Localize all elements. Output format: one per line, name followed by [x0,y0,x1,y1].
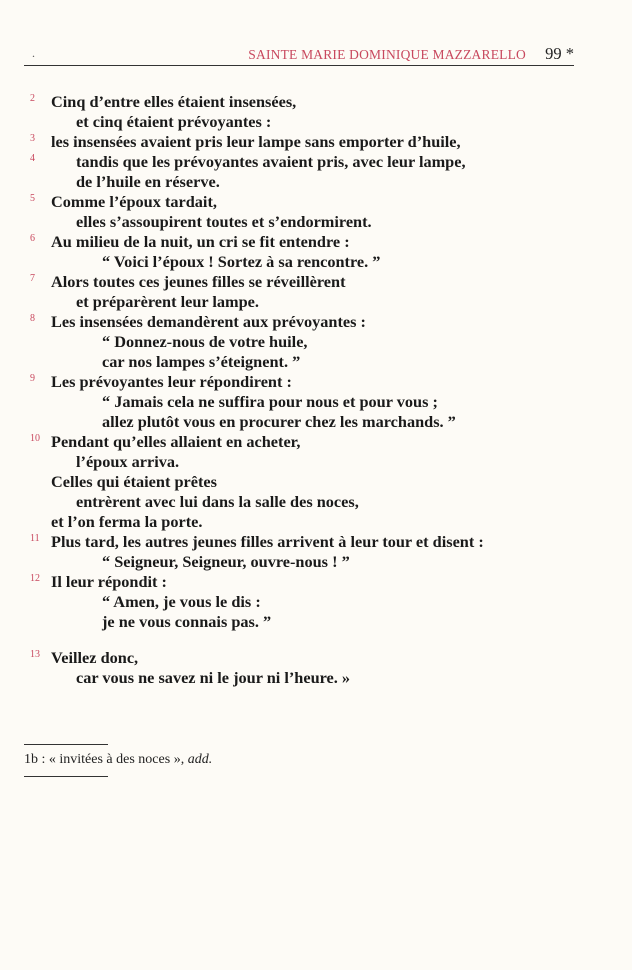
page-number: 99 * [545,44,574,63]
verse-line [0,532,632,552]
verse-number: 10 [30,433,40,444]
header-rule [24,65,574,66]
footnote-rule-top [24,744,108,745]
verse-line [0,132,632,152]
verse-text: et l’on ferma la porte. [51,512,203,531]
footnote-text: « invitées à des noces », [48,752,185,767]
verse-text: Au milieu de la nuit, un cri se fit entendre : [51,232,350,251]
verse-text: Alors toutes ces jeunes filles se réveillèrent [51,272,346,291]
verse-text: “ Seigneur, Seigneur, ouvre-nous ! ” [102,552,350,571]
verse-text: elles s’assoupirent toutes et s’endormirent. [76,212,372,231]
verse-line [0,452,632,472]
verse-line [0,572,632,592]
footnote [24,752,212,768]
verse-text: Cinq d’entre elles étaient insensées, [51,92,297,111]
verse-line [0,232,632,252]
verse-line [0,292,632,312]
scripture-text [0,92,632,688]
verse-number: 8 [30,313,35,324]
verse-line [0,152,632,172]
verse-number: 9 [30,373,35,384]
verse-line [0,372,632,392]
verse-number: 4 [30,153,35,164]
verse-line [0,668,632,688]
verse-text: Pendant qu’elles allaient en acheter, [51,432,301,451]
verse-line [0,592,632,612]
verse-line [0,252,632,272]
verse-line [0,352,632,372]
verse-text: Veillez donc, [51,648,139,667]
verse-line [0,432,632,452]
stanza-gap [0,632,632,648]
verse-line [0,492,632,512]
verse-text: Il leur répondit : [51,572,167,591]
verse-line [0,272,632,292]
verse-line [0,552,632,572]
verse-line [0,512,632,532]
verse-text: car nos lampes s’éteignent. ” [102,352,301,371]
verse-line [0,472,632,492]
verse-text: Les prévoyantes leur répondirent : [51,372,292,391]
footnote-rule-bottom [24,776,108,777]
verse-text: Plus tard, les autres jeunes filles arrivent à leur tour et disent : [51,532,484,551]
verse-line [0,192,632,212]
verse-text: l’époux arriva. [76,452,180,471]
verse-text: Celles qui étaient prêtes [51,472,217,491]
verse-number: 5 [30,193,35,204]
verse-text: et préparèrent leur lampe. [76,292,259,311]
verse-text: entrèrent avec lui dans la salle des noces, [76,492,359,511]
verse-text: tandis que les prévoyantes avaient pris, avec leur lampe, [76,152,466,171]
verse-text: et cinq étaient prévoyantes : [76,112,272,131]
verse-text: “ Amen, je vous le dis : [102,592,261,611]
verse-line [0,392,632,412]
running-header [24,44,574,66]
verse-number: 3 [30,133,35,144]
verse-line [0,312,632,332]
verse-line [0,112,632,132]
verse-line [0,172,632,192]
verse-text: allez plutôt vous en procurer chez les marchands. ” [102,412,456,431]
verse-number: 13 [30,649,40,660]
verse-text: car vous ne savez ni le jour ni l’heure. » [76,668,351,687]
verse-line [0,332,632,352]
verse-text: Comme l’époux tardait, [51,192,217,211]
verse-text: de l’huile en réserve. [76,172,220,191]
verse-text: “ Voici l’époux ! Sortez à sa rencontre. ” [102,252,381,271]
footnote-note: add. [187,752,213,767]
verse-number: 2 [30,93,35,104]
verse-line [0,412,632,432]
verse-line [0,612,632,632]
verse-text: les insensées avaient pris leur lampe sans emporter d’huile, [51,132,461,151]
verse-text: “ Donnez-nous de votre huile, [102,332,308,351]
verse-line [0,648,632,668]
verse-text: Les insensées demandèrent aux prévoyantes : [51,312,366,331]
verse-number: 6 [30,233,35,244]
verse-number: 7 [30,273,35,284]
header-dot: . [32,46,35,60]
verse-line [0,92,632,112]
verse-number: 11 [30,533,40,544]
footnote-ref: 1b : [24,752,46,767]
verse-text: “ Jamais cela ne suffira pour nous et pour vous ; [102,392,438,411]
verse-line [0,212,632,232]
running-title: SAINTE MARIE DOMINIQUE MAZZARELLO [248,47,526,62]
verse-text: je ne vous connais pas. ” [102,612,272,631]
verse-number: 12 [30,573,40,584]
